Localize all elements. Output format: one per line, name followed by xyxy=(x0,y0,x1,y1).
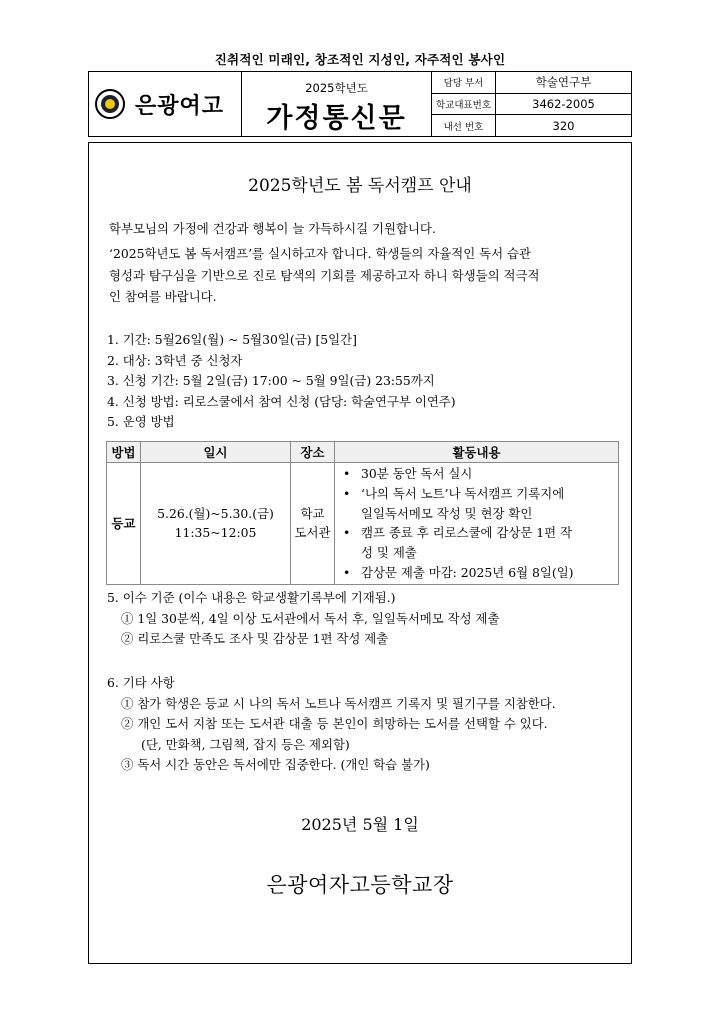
title-cell xyxy=(242,72,432,136)
intro-line: 형성과 탐구심을 기반으로 진로 탐색의 기회를 제공하고자 하니 학생들의 적극적 xyxy=(109,267,540,283)
note-item: (단, 만화책, 그림책, 잡지 등은 제외함) xyxy=(141,736,350,752)
place-cell xyxy=(291,463,335,585)
info-row-phone xyxy=(432,94,631,116)
document-title: 2025학년도 봄 독서캠프 안내 xyxy=(248,176,472,196)
activity-line: 성 및 제출 xyxy=(361,545,417,561)
issue-date: 2025년 5월 1일 xyxy=(301,815,419,834)
info-list xyxy=(107,330,456,433)
contact-info-table xyxy=(432,72,631,136)
table-header: 활동내용 xyxy=(335,442,619,463)
table-header: 일시 xyxy=(141,442,291,463)
table-header: 방법 xyxy=(107,442,141,463)
list-item: 5. 운영 방법 xyxy=(107,414,175,429)
info-key: 내선 번호 xyxy=(432,115,496,136)
info-key: 학교대표번호 xyxy=(432,94,496,115)
header-title: 가정통신문 xyxy=(266,103,407,134)
note-item: ② 개인 도서 지참 또는 도서관 대출 등 본인이 희망하는 도서를 선택할 수 있다. xyxy=(121,716,548,731)
criteria-item: ① 1일 30분씩, 4일 이상 도서관에서 독서 후, 일일독서메모 작성 제출 xyxy=(121,610,500,626)
place-line: 도서관 xyxy=(294,525,331,541)
letter-header xyxy=(88,71,632,137)
school-name: 은광여고 xyxy=(135,93,225,119)
date-cell xyxy=(141,463,291,585)
time-range: 11:35~12:05 xyxy=(174,525,257,541)
note-item: ① 참가 학생은 등교 시 나의 독서 노트나 독서캠프 기록지 및 필기구를 지참한다. xyxy=(121,695,556,711)
table-header-row xyxy=(107,442,619,463)
list-item: 3. 신청 기간: 5월 2일(금) 17:00 ~ 5월 9일(금) 23:55까지 xyxy=(107,373,435,388)
list-item: 2. 대상: 3학년 중 신청자 xyxy=(107,352,243,368)
bullet-icon: • xyxy=(343,485,351,501)
method-cell: 등교 xyxy=(107,463,141,585)
activities-cell xyxy=(335,463,619,585)
place-line: 학교 xyxy=(300,506,325,522)
activity-line: ‘나의 독서 노트’나 독서캠프 기록지에 xyxy=(361,485,565,501)
intro-paragraph xyxy=(109,243,619,308)
activity-line: 캠프 종료 후 리로스쿨에 감상문 1편 작 xyxy=(361,525,573,541)
completion-criteria xyxy=(107,588,499,650)
intro-line: ‘2025학년도 봄 독서캠프’를 실시하고자 합니다. 학생들의 자율적인 독서 습관 xyxy=(109,246,531,261)
info-value: 학술연구부 xyxy=(535,75,592,90)
activity-line: 30분 동안 독서 실시 xyxy=(361,466,473,481)
note-item: ③ 독서 시간 동안은 독서에만 집중한다. (개인 학습 불가) xyxy=(121,757,430,772)
activity-item xyxy=(339,484,614,524)
school-logo-cell xyxy=(89,72,242,136)
school-seal-icon xyxy=(95,89,125,119)
principal-signature: 은광여자고등학교장 xyxy=(266,873,454,897)
info-key: 담당 부서 xyxy=(432,72,496,93)
info-value: 320 xyxy=(552,118,575,133)
activity-line: 감상문 제출 마감: 2025년 6월 8일(일) xyxy=(361,564,574,580)
date-range: 5.26.(월)~5.30.(금) xyxy=(157,506,274,522)
other-notes xyxy=(107,673,556,776)
intro-line: 인 참여를 바랍니다. xyxy=(109,289,217,304)
activity-item xyxy=(339,523,614,563)
info-row-department xyxy=(432,72,631,94)
table-row xyxy=(107,463,619,585)
activity-item xyxy=(339,563,614,583)
notes-title: 6. 기타 사항 xyxy=(107,675,175,690)
activity-line: 일일독서메모 작성 및 현장 확인 xyxy=(361,505,533,521)
criteria-item: ② 리로스쿨 만족도 조사 및 감상문 1편 작성 제출 xyxy=(121,631,389,646)
operation-table xyxy=(106,441,619,585)
table-header: 장소 xyxy=(291,442,335,463)
bullet-icon: • xyxy=(343,564,351,580)
school-motto: 진취적인 미래인, 창조적인 지성인, 자주적인 봉사인 xyxy=(214,52,506,67)
header-year: 2025학년도 xyxy=(305,81,368,95)
list-item: 1. 기간: 5월26일(월) ~ 5월30일(금) [5일간] xyxy=(107,332,357,347)
info-row-extension xyxy=(432,115,631,136)
bullet-icon: • xyxy=(343,466,351,481)
letter-body xyxy=(88,142,632,964)
list-item: 4. 신청 방법: 리로스쿨에서 참여 신청 (담당: 학술연구부 이연주) xyxy=(107,393,456,409)
info-value: 3462-2005 xyxy=(532,97,595,111)
greeting: 학부모님의 가정에 건강과 행복이 늘 가득하시길 기원합니다. xyxy=(109,221,436,236)
bullet-icon: • xyxy=(343,525,351,541)
criteria-title: 5. 이수 기준 (이수 내용은 학교생활기록부에 기재됨.) xyxy=(107,590,396,605)
activity-item xyxy=(339,464,614,484)
